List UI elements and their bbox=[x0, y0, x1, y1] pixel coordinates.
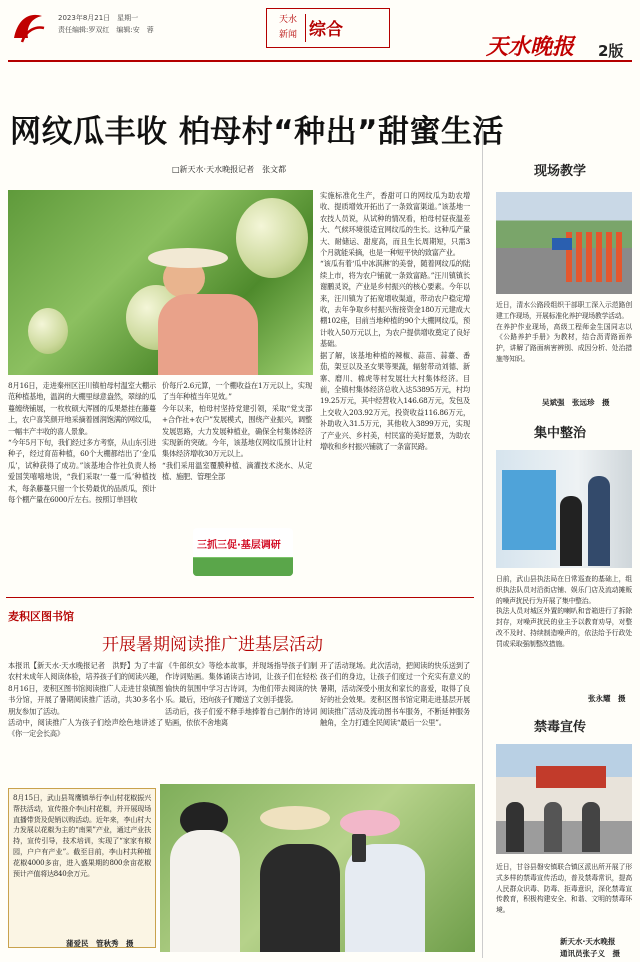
article-col-3: 实施标准化生产，香甜可口的网纹瓜为助农增收、提质增效开拓出了一条致富渠道。”该基地一农技人员说，从试种的情况看，柏母村昼夜温差大、气候环境很适宜网纹瓜的生长。这种瓜产量大、耐储运、甜度高，而且生长周期短，只需3个月就能采摘，也是一种短平快的致富产业。 “该瓜有着‘瓜中冰淇淋’的美誉，随着网纹瓜的陆续上市，将为农户铺就一条致富路。”汪川镇镇长谢鹏灵说，产业是乡村振兴的核心要素。今年以来，汪川镇为了拓宽增收渠道，带动农户稳定增收，去年争取乡村振兴衔接资金180万元建成大棚102座，目前当地种植的90个大棚网纹瓜，预计收入50万元以上，为农户提供增收奠定了良好基础。 据了解，该基地种植的辣椒、蒜苗、蒜薹、番茄，架豆以及圣女果等果蔬，辐射带动刘德、新寨、磨川、棉虎等村发展壮大村集体经济。目前，全镇村集体经济总收入达53895万元，村均19.25万元，其中经营收入146.68万元，发包及上交收入203.92万元，投资收益116.86万元，补助收入31.5万元，其他收入3899万元，实现了产业兴、乡村美，村民富的美好愿景，为助农增收和乡村振兴铺就了一条富民路。 bbox=[320, 191, 470, 451]
page-title: 网纹瓜丰收 柏母村“种出”甜蜜生活 bbox=[10, 114, 505, 150]
pepper-caption: 8月15日，武山县驾鹰镇举行李山村花椒振兴帮扶活动，宣传推介李山村花椒，并开展现场直播带货及促销以购活动。近年来，李山村大力发展以花椒为主的“南果”产业，通过产业扶持，宣传引导，技术培训，实现了“家家有椒园，户户有产业”。截至目前，李山村共种植花椒4000多亩，进入盛果期的800余亩花椒预计产值将达840余万元。 bbox=[13, 794, 151, 878]
library-col-2: 《牛郎织女》等绘本故事，并现场指导孩子们制作诗词贴画。集体诵读古诗词，让孩子们在轻松愉快的氛围中学习古诗词，为他们带去阅读的快乐。最后，还向孩子们赠送了文创手提袋。 活动后，孩子们爱不释手地捧着自己制作的诗词贴画，依依不舍地离 bbox=[165, 661, 317, 728]
logo-icon bbox=[8, 8, 48, 48]
section-name: 综合 bbox=[309, 20, 343, 40]
header-date: 2023年8月21日 星期一 bbox=[58, 14, 139, 22]
library-section-label: 麦积区图书馆 bbox=[8, 610, 74, 623]
sidebar-caption-2: 日前，武山县执法局在日常巡查的基础上，组织执法队员对沿街店铺、娱乐门店及流动摊贩的噪声扰民行为开展了集中整治。 执法人员对城区外置的喇叭和音箱进行了拆除封存，对噪声扰民的业主予以教育劝导，对整改不及时、持续制造噪声的，依法给予行政处罚或采取强制整改措施。 bbox=[496, 575, 632, 648]
anti-drug-photo bbox=[496, 744, 632, 854]
section-box bbox=[266, 8, 390, 48]
library-headline: 开展暑期阅读推广进基层活动 bbox=[102, 635, 323, 655]
header-rule bbox=[8, 60, 632, 62]
road-photo bbox=[496, 192, 632, 294]
article-col-2: 价每斤2.6元算，一个棚收益在1万元以上，实现了当年种植当年见效。” 今年以来，柏母村坚持党建引领，采取“党支部+合作社+农户”发展模式，围绕产业振兴，调整发展思路，大力发展种植业，确保全村集体经济实现新的突破。今年，该基地仅网纹瓜预计让村集体经济增收30万元以上。 “我们采用温室覆膜种植、滴灌技术浇水、从定植、施肥、管理全部 bbox=[162, 381, 312, 482]
sidebar-credit-2: 张永耀 摄 bbox=[588, 694, 626, 703]
sidebar-caption-3: 近日，甘谷县磐安镇联合镇区派出所开展了形式多样的禁毒宣传活动，普及禁毒常识，提高人民群众识毒、防毒、拒毒意识，深化禁毒宣传教育，积极构建安全、和谐、文明的禁毒环境。 bbox=[496, 863, 632, 915]
header-editors: 责任编辑:罗双红 编辑:安 蓉 bbox=[58, 26, 154, 34]
byline: □新天水·天水晚报记者 张文都 bbox=[172, 165, 287, 174]
sidebar-credit-3b: 通讯员张子义 摄 bbox=[560, 949, 620, 958]
sidebar-title-2: 集中整治 bbox=[533, 426, 586, 441]
article-col-1: 8月16日，走进秦州区汪川镇柏母村温室大棚示范种植基地，温润的大棚里绿意盎然，翠绿的瓜蔓缠绕铺展，一枚枚硕大浑圆的瓜果悬挂在藤蔓上，农户喜笑颜开地采摘着圆润饱满的网纹瓜，一幅丰产丰收的喜人景象。 “今年5月下旬，我们经过多方考察，从山东引进种子，经过育苗种植，60个大棚都结出了‘金瓜瓜’，试种获得了成功。”该基地合作社负责人杨爱国笑嘻嘻地说，“我们采取‘一蔓一瓜’种植技术，每条藤蔓只留一个长势最优的品质瓜，预计每个棚产量在6000斤左右。按照订单回收 bbox=[8, 381, 156, 505]
sidebar-caption-1: 近日，清水公路段组织干部职工深入示范路创建工作现场，开展标准化养护现场教学活动。 在养护作业现场，高级工程师金生国同志以《公路养护手册》为教材，结合沥青路面养护，讲解了路面病害辨别、成因分析、处治措施等知识。 bbox=[496, 301, 632, 363]
paper-name: 天水晚报 bbox=[486, 34, 575, 60]
sidebar-credit-1: 吴斌强 张远珍 摄 bbox=[542, 398, 610, 407]
livestream-photo bbox=[160, 784, 475, 952]
page-number: 2版 bbox=[598, 42, 624, 60]
section-divider bbox=[6, 597, 474, 598]
sidebar-title-1: 现场教学 bbox=[533, 164, 586, 179]
library-col-3: 开了活动现场。此次活动，把阅读的快乐送到了孩子们的身边，让孩子们度过一个充实有意义的暑期，活动深受小朋友和家长的喜爱，取得了良好的社会效果。麦积区图书馆定期走进基层开展阅读推广活动及流动图书车服务，不断延伸服务触角，全力打通全民阅读“最后一公里”。 bbox=[320, 661, 470, 728]
pepper-caption-box bbox=[8, 788, 156, 948]
header-meta bbox=[58, 12, 154, 36]
sidebar-credit-3a: 新天水·天水晚报 bbox=[560, 937, 616, 946]
banner-text: 三抓三促·基层调研 bbox=[197, 540, 281, 551]
melon-photo bbox=[8, 190, 313, 375]
banner-graphic bbox=[193, 528, 293, 576]
section-bottom: 新闻 bbox=[278, 30, 297, 40]
enforcement-photo bbox=[496, 450, 632, 568]
pepper-credit: 蒲爱民 管秋秀 摄 bbox=[66, 939, 134, 948]
library-col-1: 本报讯【新天水·天水晚报记者 洪野】为了丰富农村未成年人阅读体验，培养孩子们的阅读兴趣，8月16日，麦积区图书馆阅读推广人走进甘泉镇图书分馆，开展了暑期阅读推广活动，共30多名小朋友参加了活动。 活动中，阅读推广人为孩子们绘声绘色地讲述了《你一定会长高》 bbox=[8, 661, 163, 739]
section-top: 天水 bbox=[278, 15, 297, 25]
sidebar-title-3: 禁毒宣传 bbox=[533, 720, 586, 735]
